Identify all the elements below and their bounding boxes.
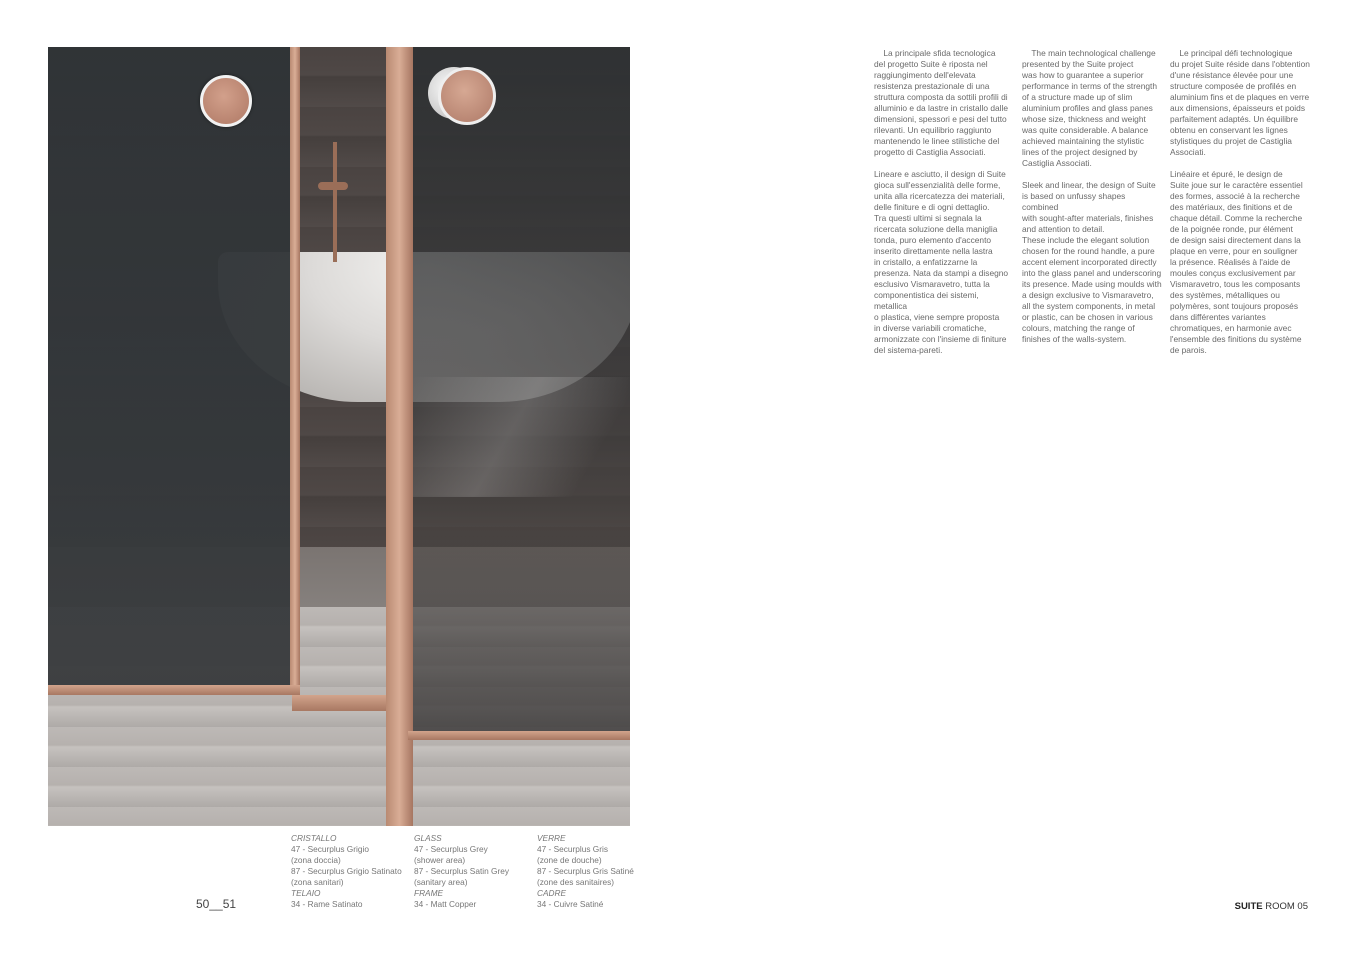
caption-line: (shower area) [414,855,466,865]
caption-line: 47 - Securplus Grigio [291,844,369,854]
frame-left-vertical [290,47,300,695]
text-column-italian [874,48,1014,367]
caption-line: (sanitary area) [414,877,468,887]
caption-line: (zona sanitari) [291,877,344,887]
caption-line: 87 - Securplus Gris Satiné [537,866,634,876]
caption-italian [291,833,402,910]
caption-english [414,833,509,910]
paragraph: Sleek and linear, the design of Suite is based on unfussy shapes combined with sought-after materials, finishes and attention to detail. These include the elegant solution chosen for the round handle, a pure accent element incorporated directly into the glass panel and underscoring its presence. Made using moulds with a design exclusive to Vismaravetro, all the system components, in metal or plastic, can be chosen in various colours, matching the range of finishes of the walls-system. [1022,180,1162,344]
caption-line: 34 - Rame Satinato [291,899,363,909]
paragraph: Le principal défi technologique du projet Suite réside dans l'obtention d'une résistance élevée pour une structure composée de profilés en aluminium fins et de plaques en verre aux dimensions, épaisseurs et poids parfaitement adaptés. Un équilibre obtenu en conservant les lignes stylistiques du projet de Castiglia Associati. [1170,48,1310,157]
caption-line: 34 - Cuivre Satiné [537,899,604,909]
caption-frame-heading: CADRE [537,888,567,898]
product-photo [48,47,630,826]
caption-frame-heading: TELAIO [291,888,321,898]
caption-glass-heading: GLASS [414,833,442,843]
glass-panel-left [48,47,300,695]
round-handle-left [200,75,252,127]
caption-line: (zone des sanitaires) [537,877,615,887]
page-number: 50__51 [196,897,237,911]
frame-door-bottom [408,731,630,740]
caption-line: 47 - Securplus Grey [414,844,488,854]
caption-french [537,833,634,910]
caption-line: 47 - Securplus Gris [537,844,609,854]
frame-door-vertical [386,47,413,826]
caption-line: (zona doccia) [291,855,341,865]
footer-section: ROOM 05 [1265,901,1308,912]
round-handle-right [438,67,496,125]
caption-line: (zone de douche) [537,855,602,865]
paragraph: Linéaire et épuré, le design de Suite joue sur le caractère essentiel des formes, associé à la recherche des matériaux, des finitions et de chaque détail. Comme la recherche de la poignée ronde, pur élément de design saisi directement dans la plaque en verre, pour en souligner la présence. Réalisés à l'aide de moules conçus exclusivement par Vismaravetro, tous les composants des systèmes, métalliques ou polymères, sont toujours proposés dans différentes variantes chromatiques, en harmonie avec l'ensemble des finitions du système de parois. [1170,169,1303,355]
text-column-french [1170,48,1310,367]
caption-frame-heading: FRAME [414,888,444,898]
page-footer [1235,901,1308,912]
caption-line: 87 - Securplus Grigio Satinato [291,866,402,876]
paragraph: The main technological challenge presented by the Suite project was how to guarantee a superior performance in terms of the strength of a structure made up of slim aluminium profiles and glass panes whose size, thickness and weight was quite considerable. A balance achieved maintaining the stylistic lines of the project designed by Castiglia Associati. [1022,48,1157,168]
tap-spout [318,182,348,190]
frame-base [292,695,392,711]
text-column-english [1022,48,1162,356]
caption-line: 34 - Matt Copper [414,899,477,909]
caption-glass-heading: VERRE [537,833,566,843]
paragraph: Lineare e asciutto, il design di Suite gioca sull'essenzialità delle forme, unita alla ricercatezza dei materiali, delle finiture e di ogni dettaglio. Tra questi ultimi si segnala la ricercata soluzione della maniglia tonda, puro elemento d'accento inserito direttamente nella lastra in cristallo, a enfatizzarne la presenza. Nata da stampi a disegno esclusivo Vismaravetro, tutta la componentistica dei sistemi, metallica o plastica, viene sempre proposta in diverse variabili cromatiche, armonizzate con l'insieme di finiture del sistema-pareti. [874,169,1009,355]
footer-brand: SUITE [1234,901,1263,912]
paragraph: La principale sfida tecnologica del progetto Suite è riposta nel raggiungimento dell'elevata resistenza prestazionale di una struttura composta da sottili profili di alluminio e da lastre in cristallo dalle dimensioni, spessori e pesi del tutto rilevanti. Un equilibrio raggiunto mantenendo le linee stilistiche del progetto di Castiglia Associati. [874,48,1009,157]
frame-left-bottom [48,685,300,695]
glass-reflection [413,377,630,497]
caption-glass-heading: CRISTALLO [291,833,337,843]
tap-pipe [333,142,337,262]
caption-line: 87 - Securplus Satin Grey [414,866,509,876]
